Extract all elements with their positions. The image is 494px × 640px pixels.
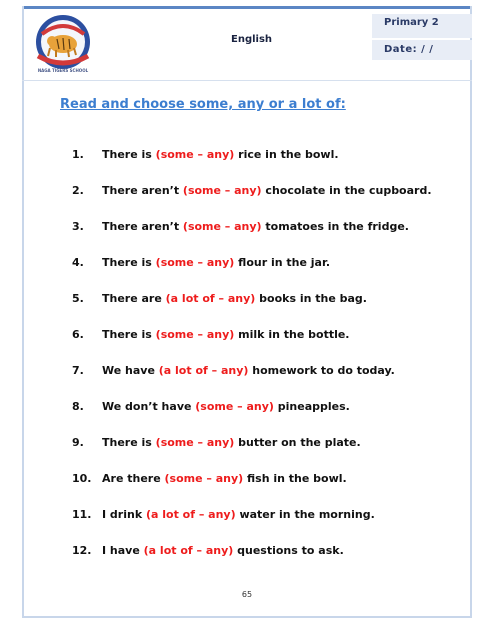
- question-item: [0, 184, 494, 202]
- instruction-heading: Read and choose some, any or a lot of:: [60, 97, 346, 112]
- question-after: homework to do today.: [248, 364, 395, 377]
- question-number: 12.: [72, 544, 92, 557]
- question-before: I drink: [102, 508, 146, 521]
- question-number: 3.: [72, 220, 84, 233]
- question-before: I have: [102, 544, 144, 557]
- question-before: There is: [102, 148, 156, 161]
- question-before: There are: [102, 292, 166, 305]
- question-number: 10.: [72, 472, 92, 485]
- question-after: questions to ask.: [233, 544, 344, 557]
- school-name: NAGA TIGERS SCHOOL: [37, 68, 89, 73]
- question-before: There aren’t: [102, 184, 183, 197]
- subject-label: English: [231, 34, 273, 45]
- question-number: 8.: [72, 400, 84, 413]
- question-number: 9.: [72, 436, 84, 449]
- question-after: chocolate in the cupboard.: [261, 184, 432, 197]
- question-after: pineapples.: [273, 400, 350, 413]
- question-item: [0, 472, 494, 490]
- question-item: [0, 256, 494, 274]
- question-before: There is: [102, 328, 156, 341]
- question-number: 4.: [72, 256, 84, 269]
- question-number: 1.: [72, 148, 84, 161]
- question-text: [102, 328, 350, 341]
- page-border-bottom: [22, 616, 472, 618]
- question-text: [102, 436, 361, 449]
- question-text: [102, 256, 330, 269]
- question-item: [0, 148, 494, 166]
- question-options[interactable]: (some – any): [182, 184, 262, 197]
- question-text: [102, 400, 350, 413]
- question-number: 11.: [72, 508, 92, 521]
- question-after: butter on the plate.: [234, 436, 361, 449]
- page-number: 65: [241, 590, 253, 599]
- question-number: 2.: [72, 184, 84, 197]
- question-text: [102, 364, 395, 377]
- question-after: books in the bag.: [255, 292, 367, 305]
- question-text: [102, 508, 375, 521]
- question-before: There is: [102, 256, 156, 269]
- question-options[interactable]: (some – any): [155, 328, 235, 341]
- question-after: milk in the bottle.: [234, 328, 350, 341]
- question-after: rice in the bowl.: [234, 148, 339, 161]
- primary-label: Primary 2: [384, 17, 439, 28]
- question-number: 6.: [72, 328, 84, 341]
- date-label: Date: / /: [384, 44, 434, 55]
- question-item: [0, 508, 494, 526]
- question-options[interactable]: (a lot of – any): [165, 292, 256, 305]
- question-text: [102, 148, 339, 161]
- question-text: [102, 220, 409, 233]
- question-options[interactable]: (a lot of – any): [158, 364, 249, 377]
- question-text: [102, 184, 432, 197]
- question-options[interactable]: (some – any): [195, 400, 274, 413]
- question-before: There aren’t: [102, 220, 183, 233]
- question-item: [0, 400, 494, 418]
- question-item: [0, 544, 494, 562]
- question-options[interactable]: (some – any): [155, 148, 235, 161]
- question-number: 7.: [72, 364, 84, 377]
- question-text: [102, 472, 347, 485]
- question-after: tomatoes in the fridge.: [261, 220, 409, 233]
- question-before: We have: [102, 364, 159, 377]
- question-number: 5.: [72, 292, 84, 305]
- question-text: [102, 292, 367, 305]
- question-item: [0, 364, 494, 382]
- question-after: fish in the bowl.: [243, 472, 347, 485]
- question-item: [0, 436, 494, 454]
- question-options[interactable]: (some – any): [164, 472, 244, 485]
- question-options[interactable]: (some – any): [155, 436, 235, 449]
- question-before: We don’t have: [102, 400, 196, 413]
- question-after: water in the morning.: [235, 508, 375, 521]
- question-item: [0, 220, 494, 238]
- question-options[interactable]: (a lot of – any): [143, 544, 234, 557]
- question-item: [0, 328, 494, 346]
- question-text: [102, 544, 344, 557]
- question-before: Are there: [102, 472, 165, 485]
- question-options[interactable]: (a lot of – any): [145, 508, 236, 521]
- question-after: flour in the jar.: [234, 256, 331, 269]
- question-item: [0, 292, 494, 310]
- question-before: There is: [102, 436, 156, 449]
- question-options[interactable]: (some – any): [155, 256, 235, 269]
- question-options[interactable]: (some – any): [182, 220, 262, 233]
